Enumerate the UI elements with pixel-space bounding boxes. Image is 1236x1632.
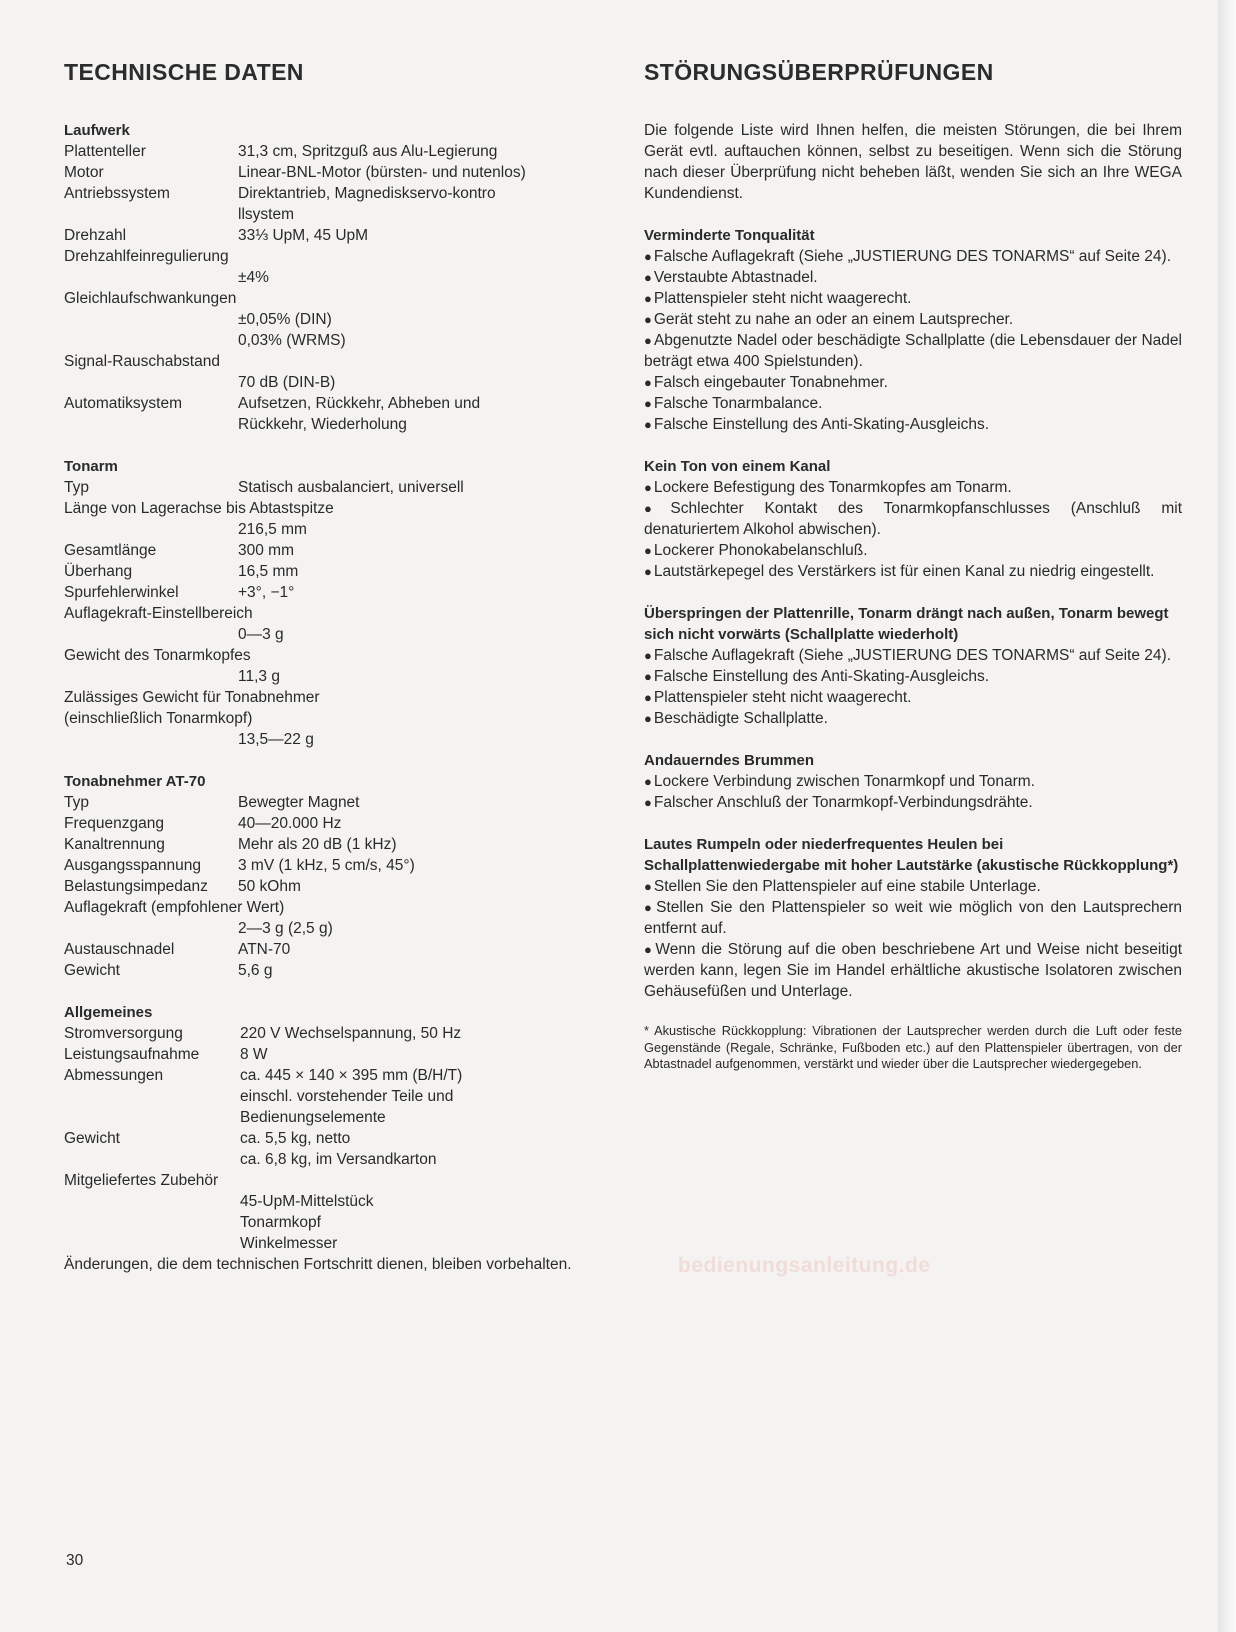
spec-row: Leistungsaufnahme 8 W — [64, 1046, 268, 1063]
spec-row: Ausgangsspannung 3 mV (1 kHz, 5 cm/s, 45°) — [64, 857, 415, 874]
spec-row: Belastungsimpedanz 50 kOhm — [64, 878, 301, 895]
spec-row: Kanaltrennung Mehr als 20 dB (1 kHz) — [64, 836, 397, 853]
bullet-icon: ● — [644, 900, 655, 915]
trouble-item-text: Wenn die Störung auf die oben beschriebene Art und Weise nicht beseitigt werden kann, legen Sie im Handel erhältliche akustische Isolatoren zwischen Gehäusefüßen und Unterlage. — [644, 941, 1183, 1000]
spec-value: Tonarmkopf — [240, 1214, 321, 1231]
spec-value: 0,03% (WRMS) — [238, 332, 346, 349]
spec-value: Winkelmesser — [240, 1235, 338, 1252]
spec-label: Drehzahlfeinregulierung — [64, 248, 229, 265]
bullet-icon: ● — [644, 648, 652, 663]
trouble-section-title: Lautes Rumpeln oder niederfrequentes Heulen bei Schallplattenwiedergabe mit hoher Lautstärke (akustische Rückkopplung*) — [644, 836, 1179, 874]
spec-row: Überhang 16,5 mm — [64, 563, 299, 580]
trouble-section — [644, 834, 1182, 1002]
trouble-item — [644, 897, 1182, 939]
spec-row: Gewicht 5,6 g — [64, 962, 273, 979]
spec-value: ±4% — [238, 269, 269, 286]
trouble-item-text: Lockere Befestigung des Tonarmkopfes am Tonarm. — [653, 479, 1012, 496]
bullet-icon: ● — [644, 396, 652, 411]
trouble-item — [644, 477, 1182, 498]
spec-row: Plattenteller 31,3 cm, Spritzguß aus Alu-Legierung — [64, 143, 498, 160]
trouble-item — [644, 561, 1182, 582]
bullet-icon: ● — [644, 774, 652, 789]
trouble-item-text: Verstaubte Abtastnadel. — [653, 269, 818, 286]
technical-data-heading: TECHNISCHE DATEN — [64, 59, 304, 85]
spec-value: 13,5—22 g — [238, 731, 314, 748]
bullet-icon: ● — [644, 333, 652, 348]
trouble-item — [644, 330, 1182, 372]
laufwerk-section — [64, 120, 604, 435]
spec-value: 70 dB (DIN-B) — [238, 374, 336, 391]
trouble-item — [644, 246, 1182, 267]
page-number: 30 — [66, 1552, 84, 1569]
bullet-icon: ● — [644, 501, 669, 516]
spec-value: ca. 6,8 kg, im Versandkarton — [240, 1151, 437, 1168]
spec-value: ±0,05% (DIN) — [238, 311, 332, 328]
troubleshooting-intro: Die folgende Liste wird Ihnen helfen, die meisten Störungen, die bei Ihrem Gerät evtl. auftauchen können, selbst zu beseitigen. Wenn sich die Störung nach dieser Überprüfung nicht beheben läßt, wenden Sie sich an Ihre WEGA Kundendienst. — [644, 122, 1182, 202]
spec-value: 2—3 g (2,5 g) — [238, 920, 333, 937]
trouble-item — [644, 876, 1182, 897]
spec-row: Frequenzgang 40—20.000 Hz — [64, 815, 342, 832]
bullet-icon: ● — [644, 375, 652, 390]
footnote: * Akustische Rückkopplung: Vibrationen der Lautsprecher werden durch die Luft oder feste Gegenstände (Regale, Schränke, Fußboden etc.) auf den Plattenspieler übertragen, von der Abtastnadel aufgenommen, verstärkt und wieder über die Lautsprecher wiedergegeben. — [644, 1023, 1182, 1071]
trouble-item — [644, 771, 1182, 792]
spec-row: Gewicht ca. 5,5 kg, netto — [64, 1130, 351, 1147]
bullet-icon: ● — [644, 564, 652, 579]
trouble-item-text: Schlechter Kontakt des Tonarmkopfanschlusses (Anschluß mit denaturiertem Alkohol abwischen). — [644, 500, 1182, 538]
tonarm-title: Tonarm — [64, 458, 118, 475]
trouble-item — [644, 687, 1182, 708]
trouble-item-text: Falsch eingebauter Tonabnehmer. — [653, 374, 888, 391]
trouble-item-text: Falsche Auflagekraft (Siehe „JUSTIERUNG DES TONARMS“ auf Seite 24). — [653, 248, 1171, 265]
trouble-section-title: Andauerndes Brummen — [644, 752, 815, 769]
change-notice: Änderungen, die dem technischen Fortschritt dienen, bleiben vorbehalten. — [64, 1256, 572, 1273]
spec-row: Gesamtlänge 300 mm — [64, 542, 294, 559]
trouble-section — [644, 456, 1182, 582]
laufwerk-title: Laufwerk — [64, 122, 130, 139]
trouble-item — [644, 372, 1182, 393]
spec-row: Spurfehlerwinkel +3°, −1° — [64, 584, 295, 601]
trouble-item-text: Beschädigte Schallplatte. — [653, 710, 828, 727]
trouble-item-text: Lockere Verbindung zwischen Tonarmkopf und Tonarm. — [653, 773, 1035, 790]
trouble-item-text: Falsche Tonarmbalance. — [653, 395, 823, 412]
spec-row: Motor Linear-BNL-Motor (bürsten- und nutenlos) — [64, 164, 526, 181]
spec-label: Länge von Lagerachse bis Abtastspitze — [64, 500, 334, 517]
spec-label: Gleichlaufschwankungen — [64, 290, 237, 307]
bullet-icon: ● — [644, 417, 652, 432]
spec-value: 216,5 mm — [238, 521, 307, 538]
trouble-item-text: Plattenspieler steht nicht waagerecht. — [653, 290, 912, 307]
spec-row: Stromversorgung 220 V Wechselspannung, 50 Hz — [64, 1025, 462, 1042]
bullet-icon: ● — [644, 879, 652, 894]
spec-value: 11,3 g — [238, 668, 280, 685]
trouble-item-text: Falscher Anschluß der Tonarmkopf-Verbindungsdrähte. — [653, 794, 1033, 811]
trouble-item-text: Falsche Einstellung des Anti-Skating-Ausgleichs. — [653, 668, 990, 685]
trouble-item — [644, 939, 1182, 1002]
spec-label: Auflagekraft-Einstellbereich — [64, 605, 253, 622]
watermark: bedienungsanleitung.de — [678, 1254, 931, 1277]
trouble-item — [644, 267, 1182, 288]
tonabnehmer-section — [64, 771, 604, 981]
trouble-item-text: Plattenspieler steht nicht waagerecht. — [653, 689, 912, 706]
bullet-icon: ● — [644, 942, 654, 957]
bullet-icon: ● — [644, 480, 652, 495]
spec-row: Antriebssystem Direktantrieb, Magnediskservo-kontrollsystem — [64, 185, 496, 223]
troubleshooting-column — [644, 58, 1182, 1073]
trouble-item-text: Lautstärkepegel des Verstärkers ist für einen Kanal zu niedrig eingestellt. — [653, 563, 1155, 580]
bullet-icon: ● — [644, 669, 652, 684]
trouble-section — [644, 225, 1182, 435]
trouble-item — [644, 414, 1182, 435]
troubleshooting-sections — [644, 225, 1182, 1002]
spec-row: Drehzahl 33⅓ UpM, 45 UpM — [64, 227, 369, 244]
trouble-item-text: Gerät steht zu nahe an oder an einem Lautsprecher. — [653, 311, 1014, 328]
spec-value: 45-UpM-Mittelstück — [240, 1193, 374, 1210]
bullet-icon: ● — [644, 711, 652, 726]
bullet-icon: ● — [644, 249, 652, 264]
bullet-icon: ● — [644, 291, 652, 306]
tonabnehmer-title: Tonabnehmer AT-70 — [64, 773, 206, 790]
spec-row: Typ Statisch ausbalanciert, universell — [64, 479, 464, 496]
bullet-icon: ● — [644, 270, 652, 285]
spec-value: 0—3 g — [238, 626, 284, 643]
technical-data-column — [64, 58, 604, 1275]
tonarm-section — [64, 456, 604, 750]
trouble-item-text: Stellen Sie den Plattenspieler so weit wie möglich von den Lautsprechern entfernt auf. — [644, 899, 1182, 937]
trouble-item — [644, 309, 1182, 330]
bullet-icon: ● — [644, 690, 652, 705]
spec-label: Zulässiges Gewicht für Tonabnehmer — [64, 689, 320, 706]
spec-row: Typ Bewegter Magnet — [64, 794, 360, 811]
trouble-section-title: Verminderte Tonqualität — [644, 227, 815, 244]
trouble-item — [644, 288, 1182, 309]
trouble-item-text: Falsche Einstellung des Anti-Skating-Ausgleichs. — [653, 416, 990, 433]
page-edge-shadow — [1218, 0, 1236, 1632]
trouble-section-title: Überspringen der Plattenrille, Tonarm drängt nach außen, Tonarm bewegt sich nicht vorwärts (Schallplatte wiederholt) — [644, 605, 1169, 643]
spec-row: Abmessungen ca. 445 × 140 × 395 mm (B/H/T) — [64, 1067, 463, 1084]
trouble-item-text: Stellen Sie den Plattenspieler auf eine stabile Unterlage. — [653, 878, 1041, 895]
trouble-section — [644, 750, 1182, 813]
trouble-item — [644, 645, 1182, 666]
spec-label: Signal-Rauschabstand — [64, 353, 220, 370]
trouble-item-text: Lockerer Phonokabelanschluß. — [653, 542, 868, 559]
troubleshooting-heading: STÖRUNGSÜBERPRÜFUNGEN — [644, 59, 994, 85]
allgemeines-title: Allgemeines — [64, 1004, 153, 1021]
spec-row: Austauschnadel ATN-70 — [64, 941, 291, 958]
trouble-item — [644, 708, 1182, 729]
trouble-item — [644, 540, 1182, 561]
trouble-item-text: Falsche Auflagekraft (Siehe „JUSTIERUNG DES TONARMS“ auf Seite 24). — [653, 647, 1171, 664]
bullet-icon: ● — [644, 543, 652, 558]
spec-label: Gewicht des Tonarmkopfes — [64, 647, 251, 664]
trouble-item — [644, 393, 1182, 414]
spec-label: (einschließlich Tonarmkopf) — [64, 710, 253, 727]
spec-label: Mitgeliefertes Zubehör — [64, 1172, 219, 1189]
bullet-icon: ● — [644, 312, 652, 327]
spec-row: Automatiksystem Aufsetzen, Rückkehr, Abheben und Rückkehr, Wiederholung — [64, 395, 481, 433]
bullet-icon: ● — [644, 795, 652, 810]
trouble-item-text: Abgenutzte Nadel oder beschädigte Schallplatte (die Lebensdauer der Nadel beträgt etwa 400 Spielstunden). — [644, 332, 1182, 370]
allgemeines-section — [64, 1002, 604, 1275]
trouble-section — [644, 603, 1182, 729]
spec-label: Auflagekraft (empfohlener Wert) — [64, 899, 285, 916]
trouble-item — [644, 498, 1182, 540]
spec-value: einschl. vorstehender Teile und Bedienungselemente — [240, 1088, 454, 1126]
trouble-section-title: Kein Ton von einem Kanal — [644, 458, 831, 475]
trouble-item — [644, 792, 1182, 813]
trouble-item — [644, 666, 1182, 687]
